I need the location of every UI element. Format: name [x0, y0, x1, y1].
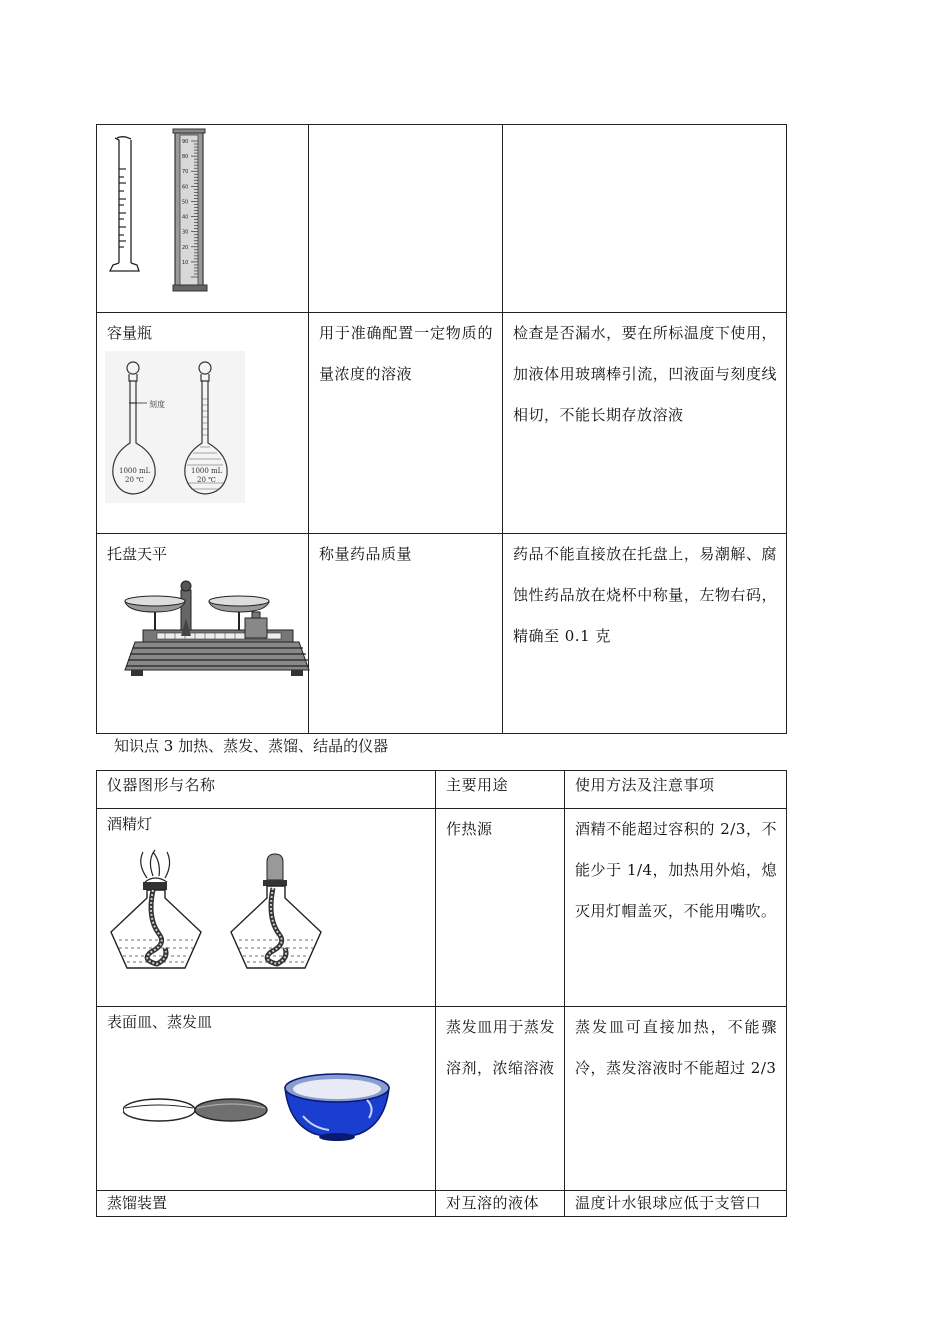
use-cell: 作热源: [436, 809, 565, 1007]
instrument-table-1: [96, 124, 787, 734]
section-heading: 知识点 3 加热、蒸发、蒸馏、结晶的仪器: [114, 737, 389, 755]
distillation-cell: [97, 1191, 436, 1217]
graduated-cylinder-figure: [97, 125, 307, 311]
notes-cell: 酒精不能超过容积的 2/3，不能少于 1/4，加热用外焰，熄灭用灯帽盖灭，不能用嘴吹。: [565, 809, 787, 1007]
volumetric-flask-figure: [105, 351, 315, 511]
dish-figure: [123, 1058, 413, 1148]
table-row: [97, 809, 787, 1007]
instrument-table-2: [96, 770, 787, 1217]
header-row: [97, 771, 787, 809]
table-row: [97, 534, 787, 734]
use-cell: 对互溶的液体: [436, 1191, 565, 1217]
tick-label: 80: [182, 154, 189, 161]
volumetric-flask-cell: [97, 313, 309, 534]
flask-temp-label: 20 ℃: [197, 476, 216, 484]
tick-label: 60: [182, 184, 189, 191]
instrument-name: 酒精灯: [107, 815, 153, 833]
flask-volume-label: 1000 mL: [119, 467, 151, 475]
empty-notes-cell: [503, 125, 787, 313]
instrument-name: 表面皿、蒸发皿: [107, 1013, 213, 1031]
empty-use-cell: [309, 125, 503, 313]
tick-label: 30: [182, 229, 189, 236]
notes-cell: 温度计水银球应低于支管口: [565, 1191, 787, 1217]
use-cell: 蒸发皿用于蒸发溶剂，浓缩溶液: [436, 1007, 565, 1191]
notes-cell: 检查是否漏水，要在所标温度下使用，加液体用玻璃棒引流，凹液面与刻度线相切，不能长期存放溶液: [503, 313, 787, 534]
header-use: 主要用途: [436, 771, 565, 809]
dish-cell: [97, 1007, 436, 1191]
instrument-name: 蒸馏装置: [107, 1194, 168, 1212]
tick-label: 40: [182, 214, 189, 221]
instrument-name: 容量瓶: [107, 324, 153, 342]
table-row: [97, 1191, 787, 1217]
alcohol-lamp-cell: [97, 809, 436, 1007]
tick-label: 10: [182, 259, 189, 266]
graduated-cylinder-cell: [97, 125, 309, 313]
tick-label: 20: [182, 244, 189, 251]
instrument-name: 托盘天平: [107, 545, 168, 563]
flask-temp-label: 20 ℃: [125, 476, 144, 484]
table-row: [97, 1007, 787, 1191]
mark-label: 刻度: [149, 400, 165, 409]
tick-label: 50: [182, 199, 189, 206]
flask-volume-label: 1000 mL: [191, 467, 223, 475]
balance-figure: [121, 576, 321, 696]
header-notes: 使用方法及注意事项: [565, 771, 787, 809]
notes-cell: 药品不能直接放在托盘上，易潮解、腐蚀性药品放在烧杯中称量，左物右码，精确至 0.1 克: [503, 534, 787, 734]
use-cell: 用于准确配置一定物质的量浓度的溶液: [309, 313, 503, 534]
tick-label: 70: [182, 169, 189, 176]
tick-label: 90: [182, 139, 189, 145]
balance-cell: [97, 534, 309, 734]
alcohol-lamp-figure: [107, 848, 347, 978]
table-row: [97, 313, 787, 534]
notes-cell: 蒸发皿可直接加热，不能骤冷，蒸发溶液时不能超过 2/3: [565, 1007, 787, 1191]
header-name: 仪器图形与名称: [97, 771, 436, 809]
use-cell: 称量药品质量: [309, 534, 503, 734]
table-row: [97, 125, 787, 313]
